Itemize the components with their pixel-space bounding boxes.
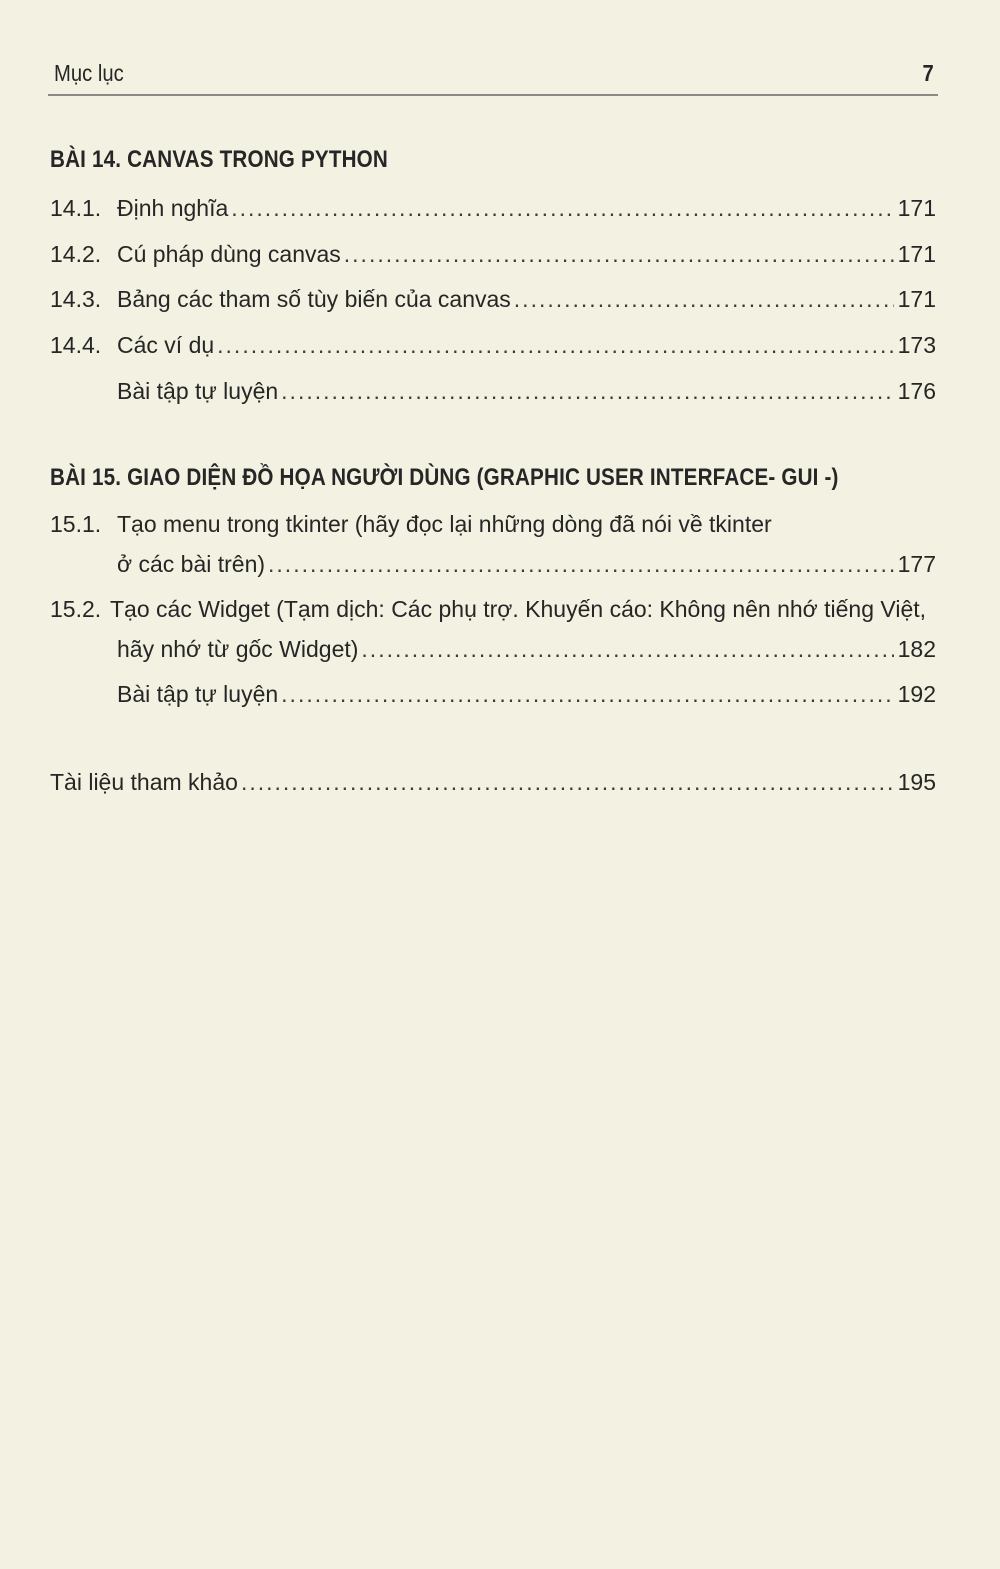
entry-title: Định nghĩa	[117, 195, 229, 221]
entry-title: ở các bài trên)	[117, 551, 266, 577]
entry-number: 14.2.	[50, 241, 102, 267]
entry-page: 176	[897, 378, 936, 404]
dot-leader	[281, 378, 893, 405]
entry-page: 171	[897, 241, 936, 267]
dot-leader	[241, 769, 894, 796]
toc-entry-references[interactable]	[50, 769, 936, 799]
toc-entry-15-1[interactable]	[117, 551, 936, 581]
header-page-number: 7	[922, 60, 934, 86]
toc-entry-15-2[interactable]	[117, 636, 936, 666]
entry-title: Cú pháp dùng canvas	[117, 241, 341, 267]
header-title: Mục lục	[54, 60, 124, 86]
entry-title: Các ví dụ	[117, 332, 215, 358]
dot-leader	[217, 332, 893, 359]
toc-entry-14-4[interactable]	[50, 332, 936, 362]
entry-title: Tài liệu tham khảo	[50, 769, 238, 795]
entry-page: 195	[897, 769, 936, 795]
toc-entry-14-exercises[interactable]	[117, 378, 936, 408]
toc-entry-15-2-line1[interactable]	[50, 596, 926, 623]
entry-number: 14.4.	[50, 332, 102, 358]
entry-number: 14.3.	[50, 286, 102, 312]
entry-title: Bài tập tự luyện	[117, 681, 279, 707]
entry-page: 171	[897, 195, 936, 221]
entry-page: 177	[897, 551, 936, 577]
dot-leader	[344, 241, 894, 268]
dot-leader	[231, 195, 893, 222]
toc-entry-14-1[interactable]	[50, 195, 936, 225]
entry-page: 173	[897, 332, 936, 358]
toc-entry-15-1-line1[interactable]	[50, 511, 772, 538]
page-header	[48, 54, 938, 96]
entry-title-line1: Tạo menu trong tkinter (hãy đọc lại những dòng đã nói về tkinter	[117, 511, 772, 537]
entry-number: 15.1.	[50, 511, 102, 537]
dot-leader	[361, 636, 893, 663]
entry-title-line1: Tạo các Widget (Tạm dịch: Các phụ trợ. Khuyến cáo: Không nên nhớ tiếng Việt,	[110, 596, 927, 622]
section-heading-15: BÀI 15. GIAO DIỆN ĐỒ HỌA NGƯỜI DÙNG (GRAPHIC USER INTERFACE- GUI -)	[50, 464, 839, 491]
entry-page: 192	[897, 681, 936, 707]
entry-title: Bài tập tự luyện	[117, 378, 279, 404]
dot-leader	[514, 286, 894, 313]
dot-leader	[281, 681, 893, 708]
toc-entry-15-exercises[interactable]	[117, 681, 936, 711]
entry-page: 171	[897, 286, 936, 312]
entry-title: hãy nhớ từ gốc Widget)	[117, 636, 359, 662]
entry-page: 182	[897, 636, 936, 662]
toc-entry-14-3[interactable]	[50, 286, 936, 316]
section-heading-14: BÀI 14. CANVAS TRONG PYTHON	[50, 146, 388, 173]
entry-number: 14.1.	[50, 195, 102, 221]
dot-leader	[268, 551, 894, 578]
entry-number: 15.2.	[50, 596, 102, 622]
toc-entry-14-2[interactable]	[50, 241, 936, 271]
entry-title: Bảng các tham số tùy biến của canvas	[117, 286, 511, 312]
